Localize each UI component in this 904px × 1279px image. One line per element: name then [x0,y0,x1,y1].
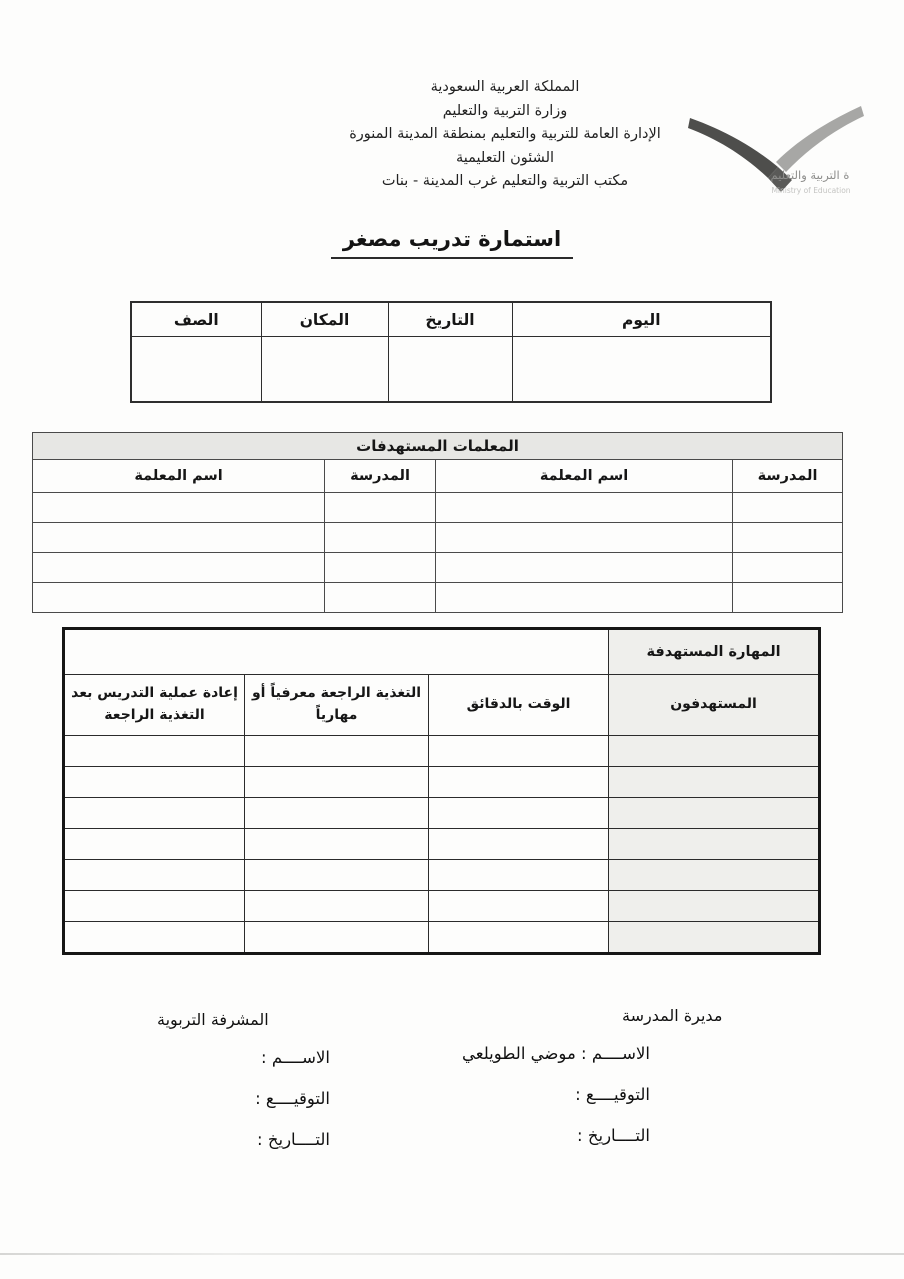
empty-cell [733,583,843,613]
empty-cell [33,493,325,523]
skill-empty-row [64,922,820,954]
ministry-logo [678,94,873,214]
empty-cell [64,767,245,798]
empty-cell [512,337,771,403]
empty-cell [436,493,733,523]
form-title-wrap [0,227,904,259]
principal-signature-line: التوقيــــع : [575,1085,650,1104]
teachers-empty-row [33,493,843,523]
skill-header-reteach: إعادة عملية التدريس بعد التغذية الراجعة [64,675,245,736]
empty-cell [33,583,325,613]
empty-cell [245,736,429,767]
principal-signature-block [400,1033,650,1156]
letterhead-line-office: مكتب التربية والتعليم غرب المدينة - بنات [381,173,629,189]
teachers-header-teacher-1: اسم المعلمة [436,460,733,493]
empty-cell [429,798,609,829]
empty-cell [733,493,843,523]
teachers-empty-row [33,583,843,613]
skill-table [62,627,821,955]
empty-cell [609,891,820,922]
skill-header-time: الوقت بالدقائق [429,675,609,736]
letterhead-line-directorate: الإدارة العامة للتربية والتعليم بمنطقة المدينة المنورة [349,126,661,142]
letterhead-line-ministry: وزارة التربية والتعليم [442,102,568,119]
empty-cell [609,922,820,954]
principal-name-value: موضي الطويلعي [461,1044,576,1063]
letterhead-line-country: المملكة العربية السعودية [430,79,580,95]
schedule-header-date: التاريخ [388,302,512,337]
empty-cell [64,922,245,954]
skill-corner-label: المهارة المستهدفة [609,629,820,675]
teachers-header-school-1: المدرسة [733,460,843,493]
empty-cell [388,337,512,403]
skill-empty-row [64,736,820,767]
supervisor-date-line: التــــاريخ : [257,1130,330,1149]
empty-cell [609,767,820,798]
schedule-table [130,301,772,403]
teachers-empty-row [33,553,843,583]
skill-empty-row [64,860,820,891]
empty-cell [33,523,325,553]
teachers-empty-row [33,523,843,553]
form-title: استمارة تدريب مصغر [331,227,573,259]
skill-header-row [64,675,820,736]
empty-cell [245,798,429,829]
empty-cell [609,736,820,767]
schedule-header-place: المكان [261,302,388,337]
empty-cell [325,553,436,583]
empty-cell [325,493,436,523]
letterhead-line-affairs: الشئون التعليمية [455,149,555,166]
empty-cell [64,829,245,860]
supervisor-signature-line: التوقيــــع : [255,1089,330,1108]
schedule-header-class: الصف [131,302,261,337]
empty-cell [64,891,245,922]
teachers-header-teacher-2: اسم المعلمة [33,460,325,493]
teachers-table [32,432,843,613]
supervisor-signature-block [80,1037,330,1160]
schedule-header-row [131,302,771,337]
skill-header-targets: المستهدفون [609,675,820,736]
empty-cell [245,891,429,922]
logo-arabic-caption: ة التربية والتعليم [770,168,850,182]
empty-cell [429,922,609,954]
teachers-table-title: المعلمات المستهدفات [33,433,843,460]
empty-cell [733,553,843,583]
empty-cell [436,583,733,613]
empty-cell [429,736,609,767]
empty-cell [609,798,820,829]
empty-cell [64,798,245,829]
principal-name-line [400,1033,650,1074]
principal-date-line: التــــاريخ : [577,1126,650,1145]
empty-cell [245,922,429,954]
empty-cell [325,583,436,613]
teachers-header-school-2: المدرسة [325,460,436,493]
empty-cell [733,523,843,553]
skill-empty-row [64,829,820,860]
schedule-header-day: اليوم [512,302,771,337]
name-label: الاســــم : [581,1044,650,1063]
supervisor-name-line: الاســــم : [261,1048,330,1067]
empty-cell [245,767,429,798]
principal-heading: مديرة المدرسة [622,1006,723,1025]
empty-cell [429,829,609,860]
empty-cell [609,860,820,891]
empty-cell [33,553,325,583]
scan-edge-artifact [0,1253,904,1255]
empty-cell [131,337,261,403]
empty-cell [245,829,429,860]
empty-cell [64,736,245,767]
logo-english-caption: Ministry of Education [771,186,851,195]
empty-cell [261,337,388,403]
empty-cell [429,767,609,798]
empty-cell [245,860,429,891]
empty-cell [429,891,609,922]
skill-empty-row [64,798,820,829]
schedule-empty-row [131,337,771,403]
skill-header-feedback: التغذية الراجعة معرفياً أو مهارياً [245,675,429,736]
empty-cell [64,860,245,891]
supervisor-heading: المشرفة التربوية [157,1010,269,1029]
open-book-icon [678,94,873,214]
empty-cell [64,629,609,675]
skill-empty-row [64,767,820,798]
skill-title-row [64,629,820,675]
empty-cell [325,523,436,553]
empty-cell [429,860,609,891]
empty-cell [609,829,820,860]
skill-empty-row [64,891,820,922]
teachers-title-row [33,433,843,460]
empty-cell [436,523,733,553]
teachers-header-row [33,460,843,493]
empty-cell [436,553,733,583]
